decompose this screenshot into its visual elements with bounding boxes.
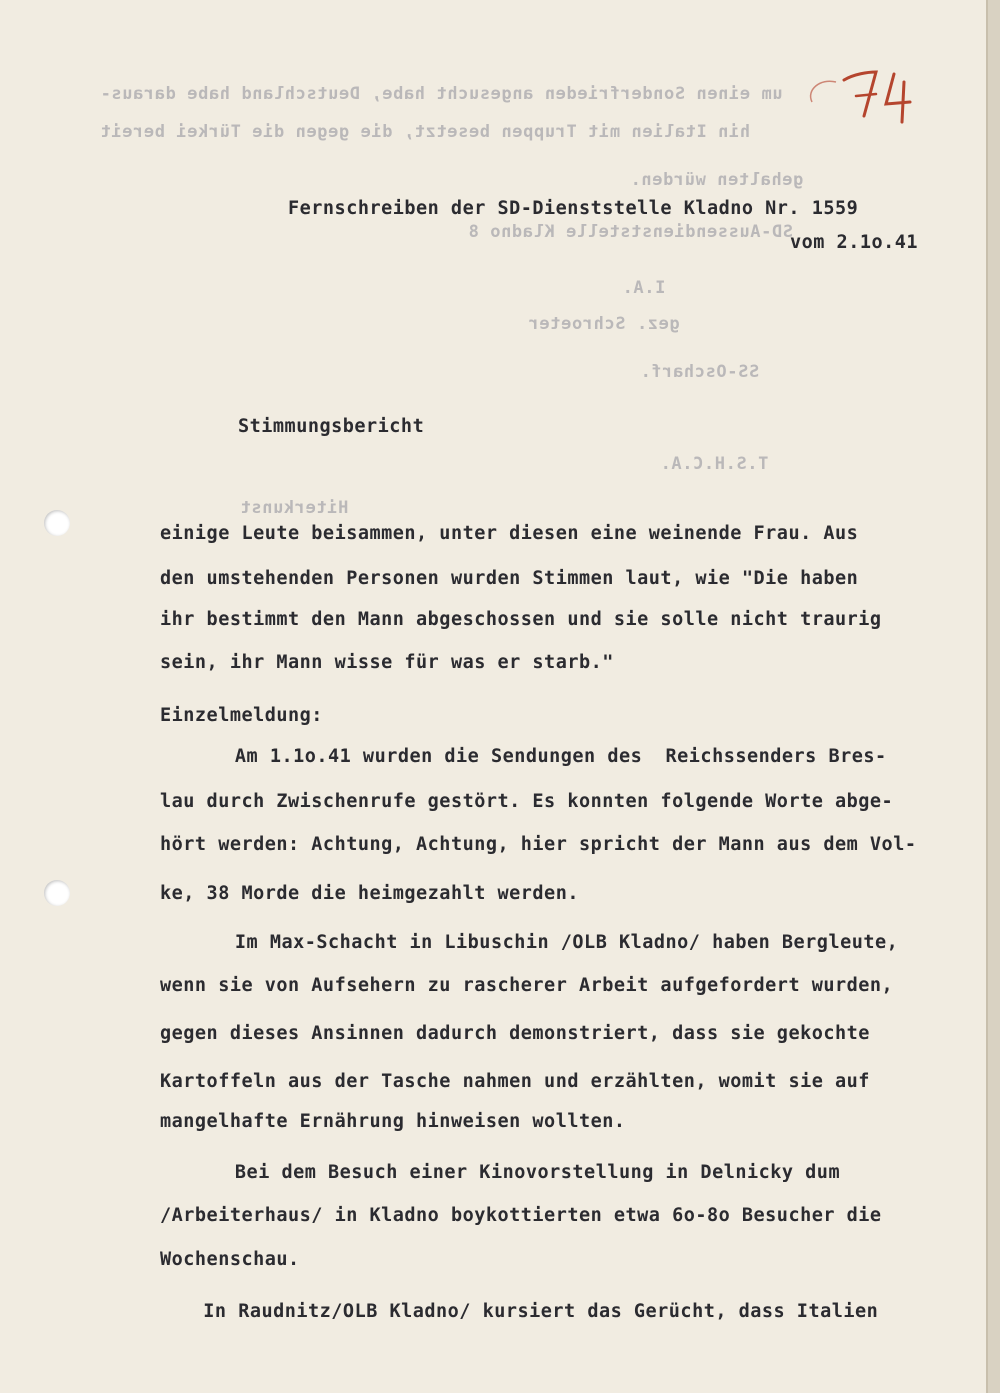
body-line: sein, ihr Mann wisse für was er starb." <box>160 652 614 673</box>
body-line: Am 1.1o.41 wurden die Sendungen des Reichssenders Bres- <box>200 746 887 767</box>
body-line: mangelhafte Ernährung hinweisen wollten. <box>160 1111 626 1132</box>
bleed-through-line: T.S.H.C.A. <box>660 454 769 474</box>
body-line: In Raudnitz/OLB Kladno/ kursiert das Gerücht, dass Italien <box>180 1301 879 1322</box>
bleed-through-line: SS-Oscharf. <box>640 362 760 382</box>
telex-title: Fernschreiben der SD-Dienststelle Kladno Nr. 1559 <box>288 198 859 219</box>
bleed-through-line: Hiterkunst <box>240 498 349 518</box>
bleed-through-line: SD-Aussendienststelle Kladno 8 <box>468 222 794 242</box>
bleed-through-line: gehalten würden. <box>630 170 804 190</box>
body-line: Bei dem Besuch einer Kinovorstellung in Delnicky dum <box>200 1162 841 1183</box>
body-line: Kartoffeln aus der Tasche nahmen und erzählten, womit sie auf <box>160 1071 870 1092</box>
body-line: Wochenschau. <box>160 1249 300 1270</box>
bleed-through-line: I.A. <box>622 278 666 298</box>
body-line: /Arbeiterhaus/ in Kladno boykottierten etwa 6o-8o Besucher die <box>160 1205 882 1226</box>
bleed-through-line: gez. Schroeter <box>528 314 680 334</box>
body-line: gegen dieses Ansinnen dadurch demonstriert, dass sie gekochte <box>160 1023 870 1044</box>
telex-date: vom 2.1o.41 <box>790 232 919 253</box>
folio-number-handwritten <box>806 60 926 130</box>
punch-hole <box>44 510 70 536</box>
body-line: einige Leute beisammen, unter diesen eine weinende Frau. Aus <box>160 523 859 544</box>
body-line: wenn sie von Aufsehern zu rascherer Arbeit aufgefordert wurden, <box>160 975 894 996</box>
body-line: Im Max-Schacht in Libuschin /OLB Kladno/ haben Bergleute, <box>200 932 899 953</box>
punch-hole <box>44 880 70 906</box>
report-heading: Stimmungsbericht <box>238 416 425 437</box>
body-line: ke, 38 Morde die heimgezahlt werden. <box>160 883 579 904</box>
body-line: lau durch Zwischenrufe gestört. Es konnten folgende Worte abge- <box>160 791 894 812</box>
body-line: hört werden: Achtung, Achtung, hier spricht der Mann aus dem Vol- <box>160 834 917 855</box>
bleed-through-line: um einen Sonderfrieden angesucht habe, Deutschland habe daraus- <box>100 84 783 104</box>
body-line: den umstehenden Personen wurden Stimmen laut, wie "Die haben <box>160 568 859 589</box>
section-heading: Einzelmeldung: <box>160 705 323 726</box>
bleed-through-line: hin Italien mit Truppen besetzt, die gegen die Türkei bereit <box>100 122 751 142</box>
body-line: ihr bestimmt den Mann abgeschossen und sie solle nicht traurig <box>160 609 882 630</box>
